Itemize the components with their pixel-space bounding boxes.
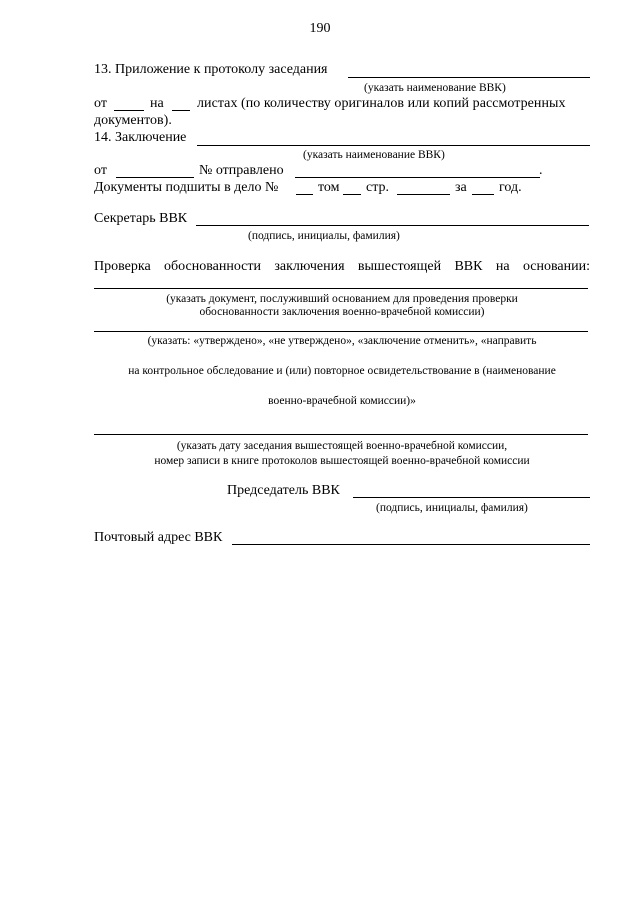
secretary-signature-line[interactable] <box>196 225 589 226</box>
item13-from-blank[interactable] <box>114 110 144 111</box>
chairman-label: Председатель ВВК <box>227 483 340 498</box>
verification-date-line[interactable] <box>94 434 588 435</box>
verification-result-line[interactable] <box>94 331 588 332</box>
secretary-label: Секретарь ВВК <box>94 211 188 226</box>
verification-word: заключения <box>274 259 345 274</box>
verification-result-hint-2: на контрольное обследование и (или) повторное освидетельствование в (наименование <box>128 365 556 377</box>
item14-hint: (указать наименование ВВК) <box>303 149 445 161</box>
item14-volume-blank[interactable] <box>343 194 361 195</box>
item14-page-blank[interactable] <box>397 194 450 195</box>
verification-word: на <box>495 259 510 274</box>
verification-doc-hint-2: обоснованности заключения военно-врачебной комиссии) <box>199 306 485 318</box>
item13-blank-line[interactable] <box>348 77 590 78</box>
secretary-hint: (подпись, инициалы, фамилия) <box>248 230 400 242</box>
item13-documents-text: документов). <box>94 113 172 128</box>
chairman-hint: (подпись, инициалы, фамилия) <box>376 502 528 514</box>
item13-sheets-blank[interactable] <box>172 110 190 111</box>
chairman-signature-line[interactable] <box>353 497 590 498</box>
item14-for-label: за <box>455 180 467 195</box>
item14-sent-label: № отправлено <box>199 163 284 178</box>
item13-label: 13. Приложение к протоколу заседания <box>94 62 328 77</box>
item13-hint: (указать наименование ВВК) <box>364 82 506 94</box>
verification-basis-line[interactable] <box>94 288 588 289</box>
verification-doc-hint-1: (указать документ, послуживший основанием для проведения проверки <box>166 293 518 305</box>
item14-case-blank[interactable] <box>296 194 313 195</box>
item14-date-blank[interactable] <box>116 177 194 178</box>
item13-from-label: от <box>94 96 107 111</box>
verification-result-hint-1: (указать: «утверждено», «не утверждено», «заключение отменить», «направить <box>147 335 537 347</box>
item14-period: . <box>539 163 543 178</box>
verification-word: основании: <box>522 259 590 274</box>
page-number: 190 <box>309 21 331 36</box>
verification-date-hint-1: (указать дату заседания вышестоящей военно-врачебной комиссии, <box>176 440 508 452</box>
item13-sheets-text: листах (по количеству оригиналов или копий рассмотренных <box>197 96 566 111</box>
item14-sent-blank[interactable] <box>295 177 540 178</box>
item14-blank-line[interactable] <box>197 145 590 146</box>
item13-on-label: на <box>150 96 164 111</box>
verification-word: обоснованности <box>164 259 262 274</box>
verification-heading <box>94 259 590 275</box>
verification-word: вышестоящей <box>357 259 442 274</box>
item14-page-label: стр. <box>366 180 390 195</box>
item14-year-blank[interactable] <box>472 194 494 195</box>
verification-word: Проверка <box>94 259 151 274</box>
item14-docs-label: Документы подшиты в дело № <box>94 180 279 195</box>
postal-address-label: Почтовый адрес ВВК <box>94 530 223 545</box>
item14-volume-label: том <box>318 180 340 195</box>
verification-result-hint-3: военно-врачебной комиссии)» <box>268 395 416 407</box>
verification-date-hint-2: номер записи в книге протоколов вышестоящей военно-врачебной комиссии <box>154 455 530 467</box>
item14-from-label: от <box>94 163 107 178</box>
verification-word: ВВК <box>454 259 483 274</box>
postal-address-line[interactable] <box>232 544 590 545</box>
item14-label: 14. Заключение <box>94 130 187 145</box>
item14-year-label: год. <box>499 180 522 195</box>
